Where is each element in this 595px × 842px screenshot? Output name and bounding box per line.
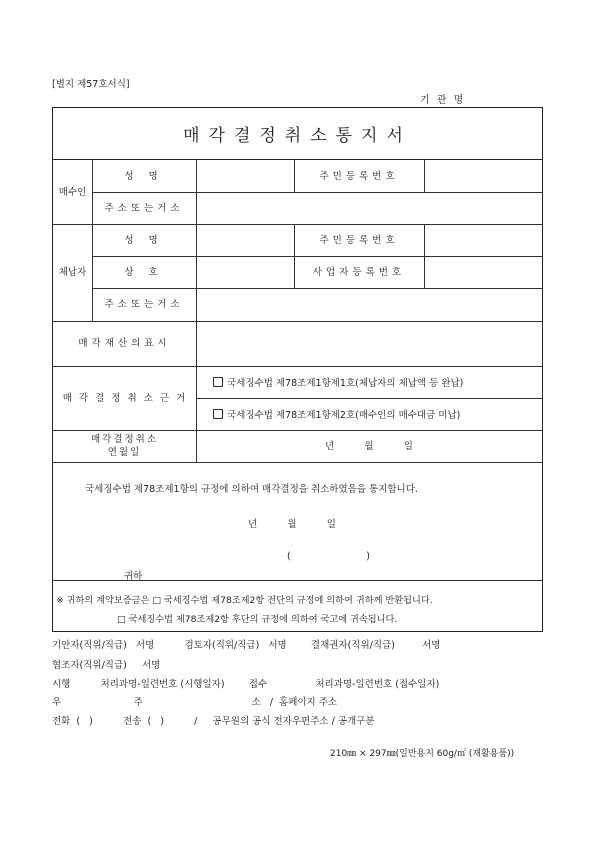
debtor-name-field[interactable] (196, 224, 294, 256)
notice-date: 년 월 일 (248, 519, 336, 530)
basis-option-2-label: 국세징수법 제78조제1항제2호(매수인의 매수대금 미납) (227, 410, 461, 421)
cancel-date-label-line2: 연월일 (107, 447, 142, 458)
organization-name: 기 관 명 (420, 95, 466, 106)
footer-address-line: 우 주 소 / 홈페이지 주소 (52, 697, 338, 708)
notice-paren: ( ) (287, 551, 370, 562)
basis-option-1[interactable] (213, 366, 463, 398)
notice-recipient: 귀하 (124, 571, 143, 582)
checkbox-icon[interactable] (213, 377, 223, 387)
debtor-bizno-field[interactable] (424, 256, 542, 288)
basis-option-1-label: 국세징수법 제78조제1항제1호(체납자의 체납액 등 완납) (227, 378, 464, 389)
buyer-address-label: 주소또는거소 (104, 202, 184, 214)
property-field[interactable] (196, 321, 542, 366)
cancel-date-label-line1: 매각결정취소 (90, 434, 159, 445)
checkbox-icon[interactable] (213, 409, 223, 419)
footer-approval-line: 기안자(직위/직급) 서명 검토자(직위/직급) 서명 결재권자(직위/직급) 서명 (52, 640, 441, 651)
debtor-address-label: 주소또는거소 (104, 299, 184, 310)
rule (53, 462, 542, 463)
debtor-name-label: 성 명 (124, 234, 164, 246)
basis-label: 매 각 결 정 취 소 근 거 (62, 392, 188, 404)
remark-line-1: ※ 귀하의 계약보증금은 □ 국세징수법 제78조제2항 전단의 규정에 의하여 귀하께 반환됩니다. (56, 595, 433, 606)
buyer-id-field[interactable] (424, 160, 542, 192)
property-label: 매각재산의표시 (78, 338, 171, 349)
form-number: [별지 제57호서식] (52, 79, 130, 90)
footer-cooperator-line: 협조자(직위/직급) 서명 (52, 660, 161, 671)
debtor-group-label: 체납자 (58, 267, 87, 278)
buyer-group-label: 매수인 (58, 186, 87, 198)
cancel-date-field[interactable]: 년 월 일 (325, 440, 413, 452)
remark-line-2: □ 국세징수법 제78조제2항 후단의 규정에 의하여 국고에 귀속됩니다. (117, 614, 398, 625)
buyer-address-field[interactable] (196, 192, 542, 224)
debtor-address-field[interactable] (196, 288, 542, 321)
debtor-id-label: 주민등록번호 (319, 234, 399, 246)
cancel-date-label (53, 430, 196, 462)
footer-enforcement-line: 시행 처리과명-일련번호 (시행일자) 접수 처리과명-일련번호 (접수일자) (52, 679, 440, 690)
paper-spec: 210㎜ × 297㎜(일반용지 60g/㎡ (재활용품)) (330, 749, 515, 759)
basis-option-2[interactable] (213, 398, 460, 430)
footer-contact-line: 전화 ( ) 전송 ( ) / 공무원의 공식 전자우편주소 / 공개구분 (52, 716, 375, 727)
debtor-trade-label: 상 호 (124, 266, 164, 278)
debtor-bizno-label: 사업자등록번호 (312, 266, 406, 278)
buyer-id-label: 주민등록번호 (319, 170, 399, 182)
notice-body: 국세징수법 제78조제1항의 규정에 의하여 매각결정을 취소하였음을 통지합니다. (85, 484, 418, 495)
document-title: 매각결정취소통지서 (53, 108, 542, 160)
debtor-id-field[interactable] (424, 224, 542, 256)
buyer-name-label: 성 명 (124, 170, 164, 182)
buyer-name-field[interactable] (196, 160, 294, 192)
debtor-trade-field[interactable] (196, 256, 294, 288)
